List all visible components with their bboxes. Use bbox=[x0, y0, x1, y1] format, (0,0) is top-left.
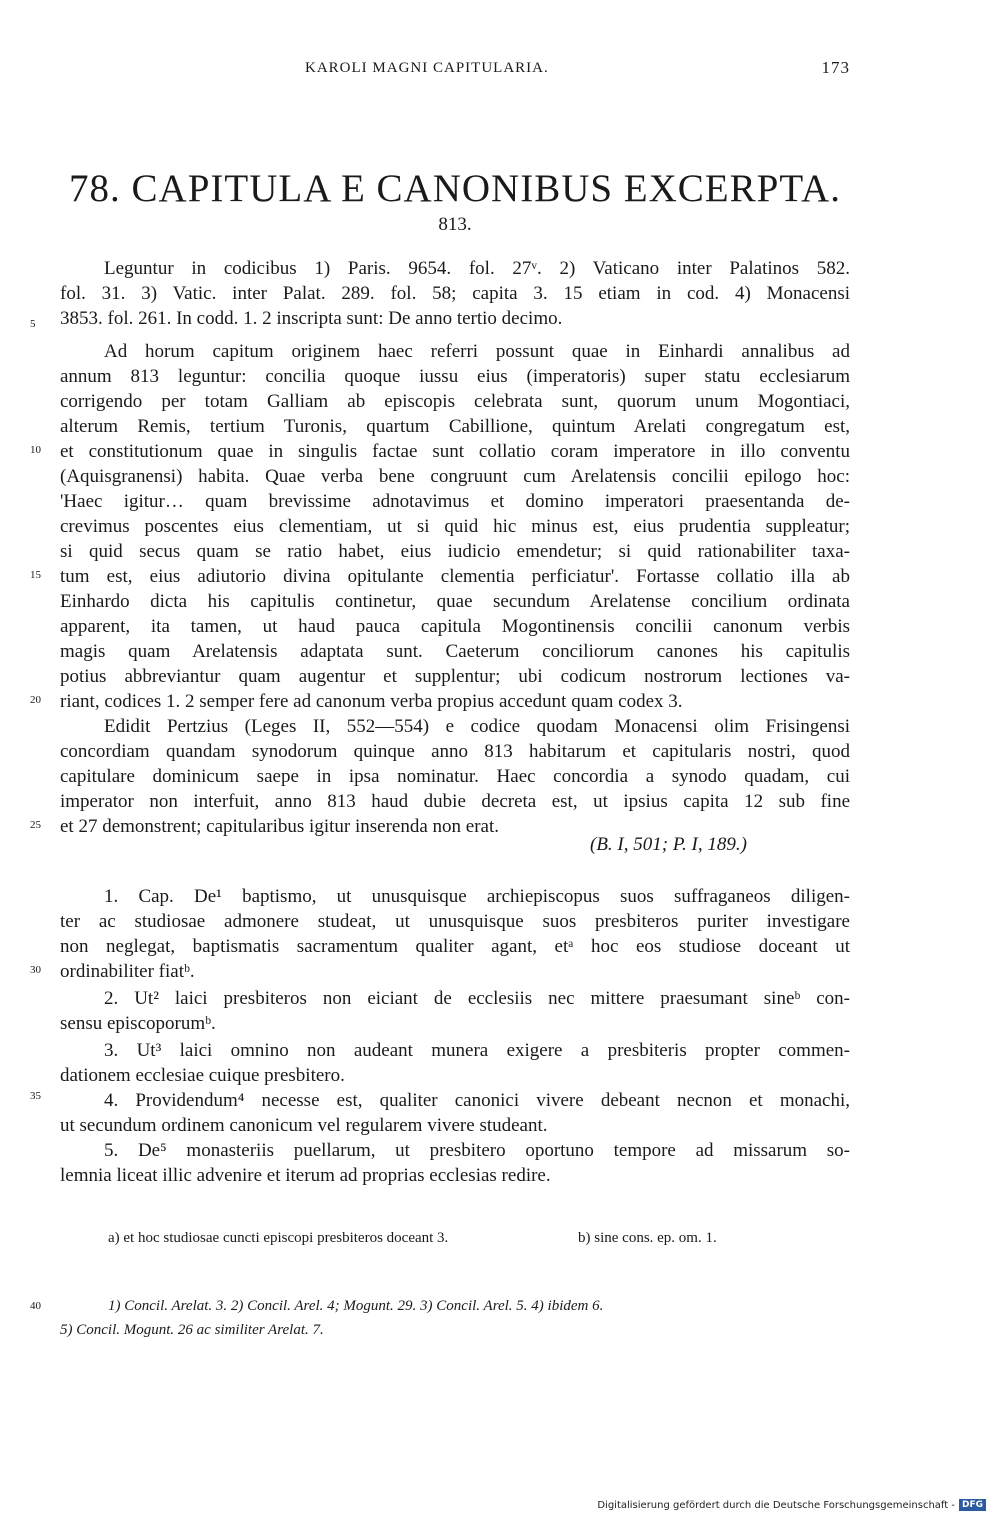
intro-line: annum 813 leguntur: concilia quoque iussu eius (imperatoris) super statu ecclesiarum bbox=[60, 366, 850, 387]
chapter-line: 1. Cap. De¹ baptismo, ut unusquisque archiepiscopus suos suffraganeos diligen- bbox=[104, 886, 850, 907]
intro-line: crevimus poscentes eius clementiam, ut si quid hic minus est, eius prudentia suppleatur; bbox=[60, 516, 850, 537]
line-number: 25 bbox=[30, 819, 41, 831]
variant-note-b: b) sine cons. ep. om. 1. bbox=[578, 1230, 717, 1246]
chapter-line: non neglegat, baptismatis sacramentum qualiter agant, etᵃ hoc eos studiose doceant ut bbox=[60, 936, 850, 957]
chapter-line: 3. Ut³ laici omnino non audeant munera exigere a presbiteris propter commen- bbox=[104, 1040, 850, 1061]
intro-line: fol. 31. 3) Vatic. inter Palat. 289. fol. 58; capita 3. 15 etiam in cod. 4) Monacensi bbox=[60, 283, 850, 304]
intro-line: magis quam Arelatensis adaptata sunt. Caeterum conciliorum canones his capitulis bbox=[60, 641, 850, 662]
intro-line: apparent, ita tamen, ut haud pauca capitula Mogontinensis concilii canonum verbis bbox=[60, 616, 850, 637]
line-number: 30 bbox=[30, 964, 41, 976]
intro-line: 'Haec igitur… quam brevissime adnotavimus et domino imperatori praesentanda de- bbox=[60, 491, 850, 512]
line-number: 10 bbox=[30, 444, 41, 456]
line-number: 35 bbox=[30, 1090, 41, 1102]
page-title: 78. CAPITULA E CANONIBUS EXCERPTA. bbox=[69, 167, 841, 210]
source-note-line: 1) Concil. Arelat. 3. 2) Concil. Arel. 4; Mogunt. 29. 3) Concil. Arel. 5. 4) ibidem 6. bbox=[108, 1298, 604, 1314]
intro-line: Ad horum capitum originem haec referri possunt quae in Einhardi annalibus ad bbox=[104, 341, 850, 362]
dfg-logo: DFG bbox=[959, 1499, 986, 1511]
intro-line: concordiam quandam synodorum quinque anno 813 habitarum et capitularis nostri, quod bbox=[60, 741, 850, 762]
intro-line: (Aquisgranensi) habita. Quae verba bene congruunt cum Arelatensis concilii epilogo hoc: bbox=[60, 466, 850, 487]
intro-line: Einhardo dicta his capitulis continetur, quae secundum Arelatense concilium ordinata bbox=[60, 591, 850, 612]
chapter-line: 2. Ut² laici presbiteros non eiciant de ecclesiis nec mittere praesumant sineᵇ con- bbox=[104, 988, 850, 1009]
chapter-line: dationem ecclesiae cuique presbitero. bbox=[60, 1065, 345, 1086]
chapter-line: sensu episcoporumᵇ. bbox=[60, 1013, 216, 1034]
variant-note-a: a) et hoc studiosae cuncti episcopi presbiteros doceant 3. bbox=[108, 1230, 449, 1246]
intro-line: 3853. fol. 261. In codd. 1. 2 inscripta sunt: De anno tertio decimo. bbox=[60, 308, 563, 329]
source-note-line: 5) Concil. Mogunt. 26 ac similiter Arelat. 7. bbox=[60, 1322, 324, 1338]
chapter-line: ter ac studiosae admonere studeat, ut unusquisque suos presbiteros puriter investigare bbox=[60, 911, 850, 932]
intro-line: imperator non interfuit, anno 813 haud dubie decreta est, ut ipsius capita 12 sub fine bbox=[60, 791, 850, 812]
intro-line: capitulare dominicum saepe in ipsa nominatur. Haec concordia a synodo quadam, cui bbox=[60, 766, 850, 787]
chapter-line: 4. Providendum⁴ necesse est, qualiter canonici vivere debeant necnon et monachi, bbox=[104, 1090, 850, 1111]
line-number: 40 bbox=[30, 1300, 41, 1312]
intro-line: Leguntur in codicibus 1) Paris. 9654. fol. 27ᵛ. 2) Vaticano inter Palatinos 582. bbox=[104, 258, 850, 279]
intro-line: si quid secus quam se ratio habet, eius iudicio emendetur; si quid rationabiliter taxa- bbox=[60, 541, 850, 562]
chapter-line: ordinabiliter fiatᵇ. bbox=[60, 961, 195, 982]
page-number: 173 bbox=[821, 58, 850, 77]
line-number: 5 bbox=[30, 318, 36, 330]
intro-line: et 27 demonstrent; capitularibus igitur inserenda non erat. bbox=[60, 816, 499, 837]
intro-line: potius abbreviantur quam augentur et supplentur; ubi codicum nostrorum lectiones va- bbox=[60, 666, 850, 687]
chapter-line: ut secundum ordinem canonicum vel regularem vivere studeant. bbox=[60, 1115, 548, 1136]
intro-line: corrigendo per totam Galliam ab episcopis celebrata sunt, quorum unum Mogontiaci, bbox=[60, 391, 850, 412]
intro-line: tum est, eius adiutorio divina opitulante clementia perficiatur'. Fortasse collatio illa ab bbox=[60, 566, 850, 587]
chapter-line: 5. De⁵ monasteriis puellarum, ut presbitero oportuno tempore ad missarum so- bbox=[104, 1140, 850, 1161]
footer-text: Digitalisierung gefördert durch die Deutsche Forschungsgemeinschaft - bbox=[597, 1499, 955, 1511]
chapter-line: lemnia liceat illic advenire et iterum ad proprias ecclesias redire. bbox=[60, 1165, 551, 1186]
intro-line: et constitutionum quae in singulis factae sunt collatio coram imperatore in illo conventu bbox=[60, 441, 850, 462]
year: 813. bbox=[438, 214, 472, 235]
intro-line: alterum Remis, tertium Turonis, quartum Cabillione, quintum Arelati congregatum est, bbox=[60, 416, 850, 437]
footer bbox=[597, 1499, 986, 1511]
line-number: 20 bbox=[30, 694, 41, 706]
running-head-title: KAROLI MAGNI CAPITULARIA. bbox=[305, 60, 549, 76]
line-number: 15 bbox=[30, 569, 41, 581]
intro-line: Edidit Pertzius (Leges II, 552—554) e codice quodam Monacensi olim Frisingensi bbox=[104, 716, 850, 737]
intro-line: riant, codices 1. 2 semper fere ad canonum verba propius accedunt quam codex 3. bbox=[60, 691, 683, 712]
citation: (B. I, 501; P. I, 189.) bbox=[590, 834, 747, 855]
